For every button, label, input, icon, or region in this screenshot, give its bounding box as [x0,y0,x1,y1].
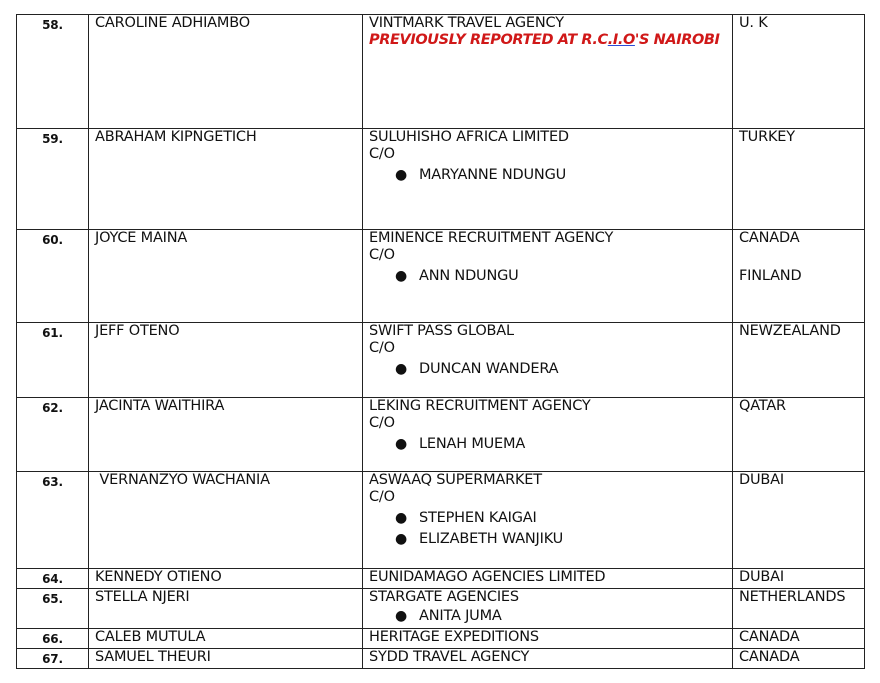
table-row [17,569,865,589]
row-number: 65. [17,589,89,629]
contact-list [369,510,726,548]
care-of-label: C/O [369,247,395,263]
agency-name: SULUHISHO AFRICA LIMITED [369,129,569,145]
care-of-label: C/O [369,146,395,162]
row-number: 64. [17,569,89,589]
person-name: SAMUEL THEURI [89,649,363,669]
person-name: JEFF OTENO [89,323,363,398]
table-row [17,629,865,649]
list-item: ● ANITA JUMA [395,608,502,624]
person-name: ABRAHAM KIPNGETICH [89,129,363,230]
care-of-label: C/O [369,415,395,431]
country: NEWZEALAND [733,323,865,398]
agency-report-table [16,14,865,669]
country: TURKEY [733,129,865,230]
agency-cell [363,323,733,398]
country: CANADA [733,649,865,669]
person-name: CALEB MUTULA [89,629,363,649]
bullet-icon: ● [395,436,408,452]
country: NETHERLANDS [733,589,865,629]
country: DUBAI [733,472,865,569]
agency-name: STARGATE AGENCIES [369,589,519,605]
table-row [17,230,865,323]
agency-cell [363,15,733,129]
person-name: KENNEDY OTIENO [89,569,363,589]
contact-list [369,436,726,453]
row-number: 60. [17,230,89,323]
list-item: ● LENAH MUEMA [395,436,526,452]
country: CANADA [733,629,865,649]
agency-name: ASWAAQ SUPERMARKET [369,472,542,488]
reported-note: PREVIOUSLY REPORTED AT R.C.I.O'S NAIROBI [369,32,720,48]
country-cell [733,230,865,323]
list-item: ● MARYANNE NDUNGU [395,167,567,183]
agency-cell [363,589,733,629]
person-name: VERNANZYO WACHANIA [89,472,363,569]
agency-cell [363,230,733,323]
agency-name: LEKING RECRUITMENT AGENCY [369,398,591,414]
row-number: 66. [17,629,89,649]
row-number: 63. [17,472,89,569]
table-row [17,323,865,398]
agency-cell [363,398,733,472]
person-name: JACINTA WAITHIRA [89,398,363,472]
bullet-icon: ● [395,268,408,284]
person-name: JOYCE MAINA [89,230,363,323]
table-row [17,472,865,569]
bullet-icon: ● [395,167,408,183]
row-number: 59. [17,129,89,230]
care-of-label: C/O [369,340,395,356]
list-item: ● ANN NDUNGU [395,268,519,284]
agency-name: VINTMARK TRAVEL AGENCY [369,15,564,31]
country-secondary: FINLAND [739,268,802,284]
row-number: 67. [17,649,89,669]
agency-name: SYDD TRAVEL AGENCY [363,649,733,669]
country: U. K [733,15,865,129]
row-number: 62. [17,398,89,472]
table-row [17,129,865,230]
agency-cell [363,129,733,230]
contact-list [369,361,726,378]
care-of-label: C/O [369,489,395,505]
country: DUBAI [733,569,865,589]
list-item: ● ELIZABETH WANJIKU [395,531,564,547]
agency-name: EUNIDAMAGO AGENCIES LIMITED [363,569,733,589]
list-item: ● DUNCAN WANDERA [395,361,559,377]
bullet-icon: ● [395,608,408,624]
country: QATAR [733,398,865,472]
table-row [17,589,865,629]
row-number: 58. [17,15,89,129]
agency-name: HERITAGE EXPEDITIONS [363,629,733,649]
contact-list [369,608,726,625]
bullet-icon: ● [395,531,408,547]
agency-name: SWIFT PASS GLOBAL [369,323,514,339]
agency-name: EMINENCE RECRUITMENT AGENCY [369,230,614,246]
contact-list [369,167,726,184]
country: CANADA [739,230,800,246]
table-row [17,649,865,669]
row-number: 61. [17,323,89,398]
bullet-icon: ● [395,361,408,377]
list-item: ● STEPHEN KAIGAI [395,510,537,526]
person-name: STELLA NJERI [89,589,363,629]
table-row [17,398,865,472]
contact-list [369,268,726,285]
person-name: CAROLINE ADHIAMBO [89,15,363,129]
bullet-icon: ● [395,510,408,526]
agency-cell [363,472,733,569]
table-row [17,15,865,129]
